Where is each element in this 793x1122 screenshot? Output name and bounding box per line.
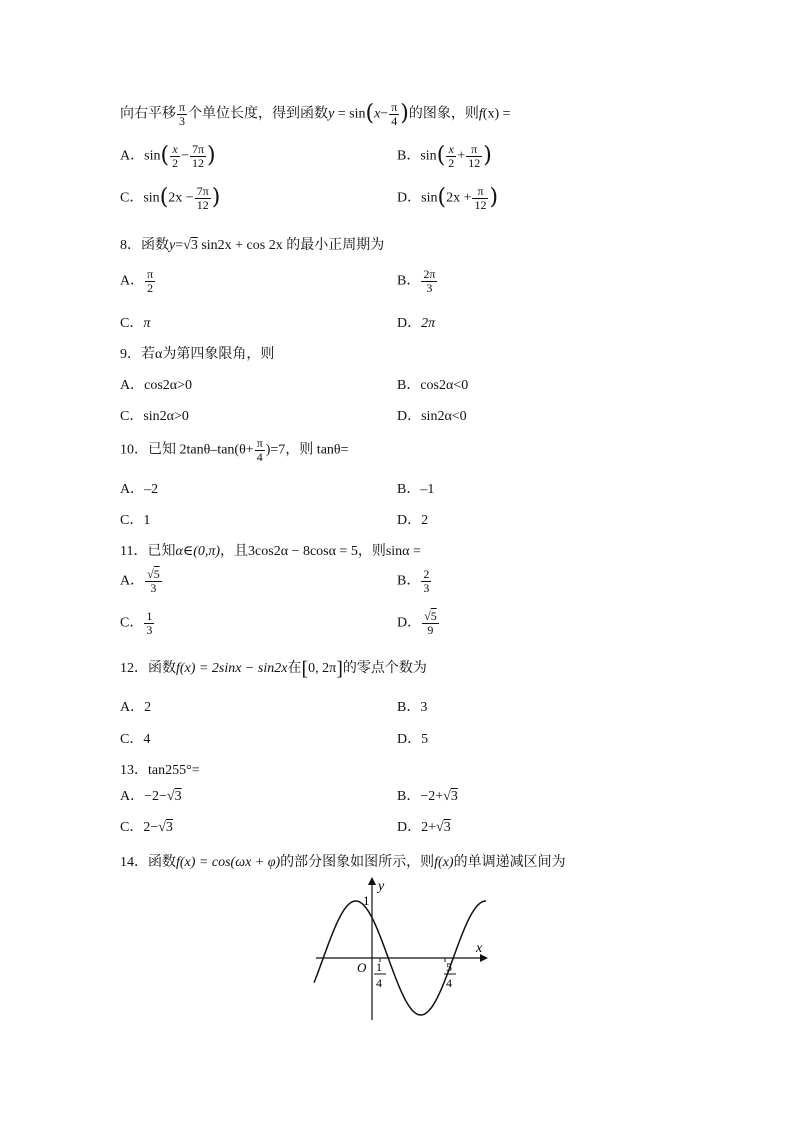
q7-option-d[interactable]: D．sin(2x + $\frac{\pi}{12}$ ): [397, 184, 499, 212]
q7-option-a[interactable]: A．sin( $\frac{x}{2}$ − $\frac{7\pi}{12}$ ): [120, 142, 216, 170]
tick-label-1-den: 4: [376, 976, 382, 990]
q9-stem: 9．若α为第四象限角，则: [120, 347, 275, 362]
q13-stem: 13．tan255°=: [120, 763, 200, 778]
q10-stem: 10．已知 2tanθ–tan(θ+ $\frac{\pi}{4}$ )=7，则 tanθ=: [120, 436, 349, 464]
q12-option-c[interactable]: C．4: [120, 732, 151, 747]
q11-option-c[interactable]: C． $\frac{1}{3}$: [120, 609, 153, 637]
q13-option-a[interactable]: A．−2−√3: [120, 789, 182, 804]
q11-option-b[interactable]: B． $\frac{2}{3}$: [397, 567, 430, 595]
tick-label-1-num: 1: [376, 960, 382, 974]
q8-option-d[interactable]: D．2π: [397, 316, 436, 331]
q13-option-b[interactable]: B．−2+√3: [397, 789, 458, 804]
q13-option-d[interactable]: D．2+√3: [397, 820, 451, 835]
q11-option-d[interactable]: D． $\frac{√5}{9}$: [397, 609, 437, 637]
q8-option-b[interactable]: B． $\frac{2\pi}{3}$: [397, 267, 436, 295]
q12-stem: 12．函数f(x) = 2sinx − sin2x在[0, 2π]的零点个数为: [120, 657, 427, 680]
q9-option-d[interactable]: D．sin2α<0: [397, 409, 467, 424]
q7-option-c[interactable]: C．sin(2x − $\frac{7\pi}{12}$ ): [120, 184, 221, 212]
cosine-graph: [310, 872, 495, 1022]
q14-stem: 14．函数f(x) = cos(ωx + φ)的部分图象如图所示，则f(x)的单调递减区间为: [120, 855, 566, 870]
q10-option-a[interactable]: A．–2: [120, 482, 159, 497]
q7-option-b[interactable]: B．sin( $\frac{x}{2}$ + $\frac{\pi}{12}$ ): [397, 142, 492, 170]
q12-option-d[interactable]: D．5: [397, 732, 429, 747]
y-axis-label: y: [378, 879, 385, 894]
tick-label-2-num: 5: [446, 960, 452, 974]
q7-stem-fraction: $\frac{\pi}{3}$: [179, 100, 186, 128]
q13-option-c[interactable]: C．2−√3: [120, 820, 173, 835]
x-axis-label: x: [476, 941, 483, 956]
q8-stem: 8．函数y=√3 sin2x + cos 2x 的最小正周期为: [120, 238, 385, 253]
q9-option-b[interactable]: B．cos2α<0: [397, 378, 469, 393]
tick-label-2-den: 4: [446, 976, 452, 990]
q7-stem: 向右平移 $\frac{\pi}{3}$ 个单位长度，得到函数y = sin(x− $\frac{\pi}{4}$ )的图象，则f(x) =: [120, 100, 511, 128]
q9-option-a[interactable]: A．cos2α>0: [120, 378, 193, 393]
q8-option-a[interactable]: A． $\frac{\pi}{2}$: [120, 267, 154, 295]
q8-option-c[interactable]: C．π: [120, 316, 151, 331]
q12-option-b[interactable]: B．3: [397, 700, 428, 715]
y-one-label: 1: [363, 893, 370, 908]
q10-option-d[interactable]: D．2: [397, 513, 429, 528]
q11-stem: 11．已知α∈(0,π)，且3cos2α − 8cosα = 5，则sinα =: [120, 544, 421, 559]
origin-label: O: [357, 960, 367, 975]
y-axis-arrow: [368, 877, 376, 885]
q7-stem-text-a: 向右平移: [120, 106, 176, 122]
q7-stem-text-b: 个单位长度，得到函数: [188, 106, 329, 122]
q10-option-c[interactable]: C．1: [120, 513, 151, 528]
q11-option-a[interactable]: A． $\frac{√5}{3}$: [120, 567, 160, 595]
q9-option-c[interactable]: C．sin2α>0: [120, 409, 189, 424]
q10-option-b[interactable]: B．–1: [397, 482, 435, 497]
q12-option-a[interactable]: A．2: [120, 700, 152, 715]
